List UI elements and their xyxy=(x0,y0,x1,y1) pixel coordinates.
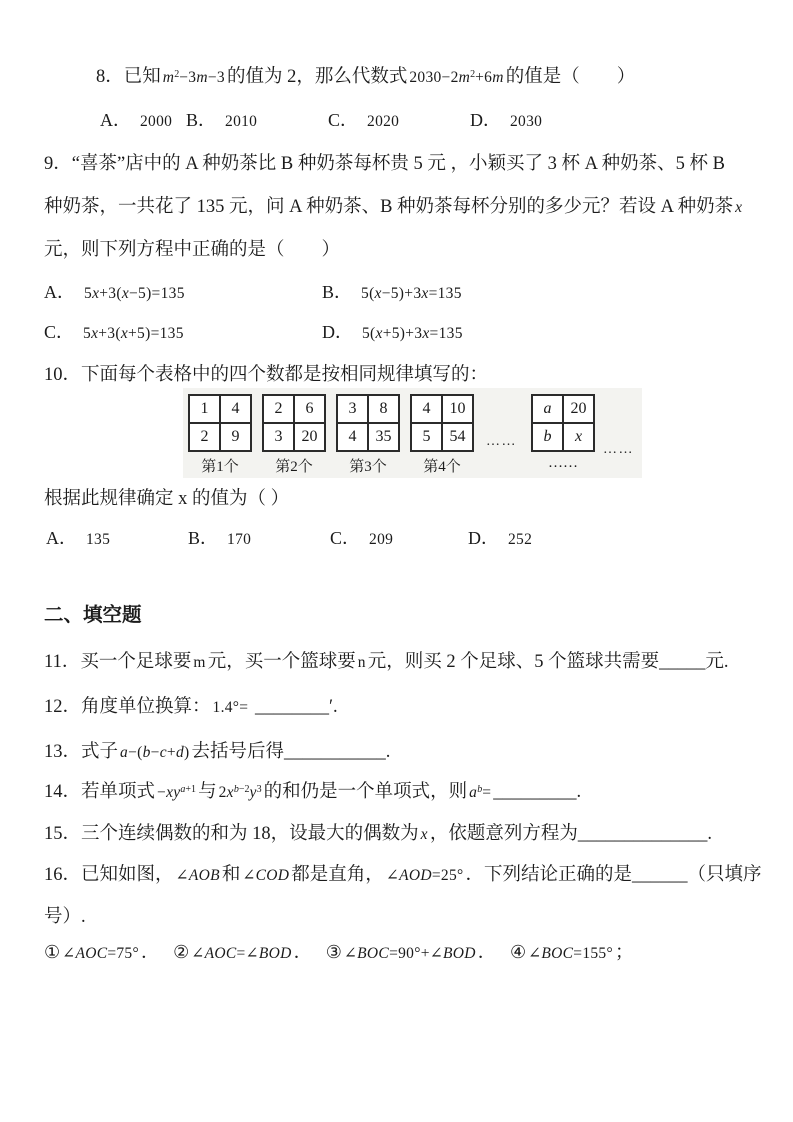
math-segment: x xyxy=(735,199,743,216)
option-letter: B． xyxy=(186,110,217,130)
text-segment: 11．买一个足球要 xyxy=(44,652,192,672)
pattern-cell: 3 xyxy=(263,423,294,451)
text-segment: ．下列结论正确的是______（只填序 xyxy=(465,865,762,885)
section-2-title: 二、填空题 xyxy=(44,604,142,626)
pattern-table-4 xyxy=(410,394,474,476)
pattern-cell: 2 xyxy=(263,395,294,423)
math-segment: m xyxy=(193,654,206,671)
conclusion-expression: ∠BOC=155° xyxy=(528,945,613,962)
q9-option-b xyxy=(322,279,464,307)
pattern-caption: 第3个 xyxy=(349,459,387,475)
q8-option-a xyxy=(100,107,174,135)
question-9-line3 xyxy=(44,237,340,263)
separator: ． xyxy=(477,943,497,963)
pattern-cell: b xyxy=(532,423,563,451)
option-letter: C． xyxy=(330,528,361,548)
option-letter: D． xyxy=(470,110,501,130)
option-value: 2010 xyxy=(225,113,258,130)
option-letter: C． xyxy=(328,110,359,130)
q8-option-b xyxy=(186,107,259,135)
pattern-cell: 4 xyxy=(411,395,442,423)
pattern-grid xyxy=(336,394,400,452)
circled-number: ③ xyxy=(325,942,342,962)
math-segment: a−(b−c+d) xyxy=(120,744,190,761)
pattern-cell: 20 xyxy=(563,395,594,423)
pattern-cell: 6 xyxy=(294,395,325,423)
math-segment: 1.4°= xyxy=(212,699,249,716)
pattern-cell: 8 xyxy=(368,395,399,423)
question-12-text xyxy=(44,694,338,721)
pattern-cell: 9 xyxy=(220,423,251,451)
conclusion-2 xyxy=(173,943,312,963)
separator: ； xyxy=(614,943,634,963)
pattern-cell: 5 xyxy=(411,423,442,451)
q10-option-d xyxy=(468,525,534,553)
option-letter: B． xyxy=(188,528,219,548)
pattern-cell: 54 xyxy=(442,423,473,451)
option-value: 135 xyxy=(86,531,111,548)
text-segment: 9．“喜茶”店中的 A 种奶茶比 B 种奶茶每杯贵 5 元 ，小颖买了 3 杯 A 种奶茶、5 杯 B xyxy=(44,154,725,174)
question-16-line1 xyxy=(44,862,762,889)
conclusion-expression: ∠BOC=90°+∠BOD xyxy=(343,945,476,962)
option-equation: 5(x+5)+3x=135 xyxy=(362,325,463,342)
pattern-cell: 4 xyxy=(337,423,368,451)
pattern-caption: …… xyxy=(548,455,578,471)
pattern-cell: x xyxy=(563,423,594,451)
pattern-grid xyxy=(531,394,595,452)
pattern-caption: 第4个 xyxy=(423,459,461,475)
conclusion-4 xyxy=(510,943,634,963)
circled-number: ① xyxy=(44,942,61,962)
text-segment: ，依题意列方程为______________. xyxy=(429,824,712,844)
question-9-line2 xyxy=(44,194,744,221)
pattern-caption: 第2个 xyxy=(275,459,313,475)
question-16-line2 xyxy=(44,904,86,930)
text-segment: 13．式子 xyxy=(44,742,119,762)
option-letter: B． xyxy=(322,282,353,302)
option-equation: 5x+3(x+5)=135 xyxy=(83,325,184,342)
text-segment: ________′. xyxy=(250,697,338,717)
text-segment: 15．三个连续偶数的和为 18，设最大的偶数为 xyxy=(44,824,419,844)
math-segment: n xyxy=(357,654,366,671)
pattern-cell: 20 xyxy=(294,423,325,451)
text-segment: 10．下面每个表格中的四个数都是按相同规律填写的： xyxy=(44,365,489,385)
text-segment: 的值是（ ） xyxy=(505,67,636,87)
option-value: 2000 xyxy=(140,113,173,130)
question-9-line1 xyxy=(44,151,725,177)
text-segment: 种奶茶，一共花了 135 元，问 A 种奶茶、B 种奶茶每杯分别的多少元？若设 A 种奶茶 xyxy=(44,197,734,217)
q9-option-c xyxy=(44,319,186,347)
pattern-cell: 35 xyxy=(368,423,399,451)
question-15-text xyxy=(44,821,712,848)
text-segment: 的值为 2，那么代数式 xyxy=(226,67,408,87)
math-segment: $m^2-3m-3$ xyxy=(162,69,225,86)
conclusion-expression: ∠AOC=∠BOD xyxy=(191,945,292,962)
option-value: 209 xyxy=(369,531,394,548)
question-13-text xyxy=(44,739,390,766)
pattern-table-n xyxy=(531,394,595,472)
text-segment: _________. xyxy=(493,782,582,802)
question-11-text xyxy=(44,649,729,676)
separator: ． xyxy=(293,943,313,963)
text-segment: 16．已知如图， xyxy=(44,865,174,885)
pattern-cell: 10 xyxy=(442,395,473,423)
math-segment: ∠AOB xyxy=(175,867,220,884)
q10-option-b xyxy=(188,525,253,553)
conclusion-1 xyxy=(44,943,160,963)
option-value: 252 xyxy=(508,531,533,548)
math-segment: $2030-2m^2+6m$ xyxy=(409,69,504,86)
text-segment: 元，则买 2 个足球、5 个篮球共需要_____元. xyxy=(367,652,729,672)
text-segment: 元，买一个篮球要 xyxy=(207,652,356,672)
option-letter: A． xyxy=(44,282,75,302)
text-segment: 都是直角， xyxy=(291,865,384,885)
q8-option-c xyxy=(328,107,401,135)
option-equation: 5(x−5)+3x=135 xyxy=(361,285,462,302)
circled-number: ④ xyxy=(509,942,527,962)
pattern-caption: 第1个 xyxy=(201,459,239,475)
q9-option-d xyxy=(322,319,465,347)
pattern-grid xyxy=(410,394,474,452)
text-segment: 的和仍是一个单项式，则 xyxy=(263,782,468,802)
option-letter: D． xyxy=(322,322,353,342)
ellipsis: …… xyxy=(603,442,634,457)
math-segment: $a^b=$ xyxy=(469,784,492,801)
pattern-cell: 2 xyxy=(189,423,220,451)
pattern-table-1 xyxy=(188,394,252,476)
text-segment: 与 xyxy=(198,782,217,802)
option-letter: D． xyxy=(468,528,499,548)
pattern-cell: 4 xyxy=(220,395,251,423)
text-segment: 元，则下列方程中正确的是（ ） xyxy=(44,240,341,260)
conclusion-3 xyxy=(326,943,497,963)
option-value: 2020 xyxy=(367,113,400,130)
pattern-cell: 1 xyxy=(189,395,220,423)
pattern-table-3 xyxy=(336,394,400,476)
math-segment: x xyxy=(420,826,428,843)
text-segment: 8．已知 xyxy=(96,67,161,87)
question-14-text xyxy=(44,779,581,806)
conclusion-expression: ∠AOC=75° xyxy=(62,945,139,962)
option-letter: A． xyxy=(46,528,77,548)
text-segment: 去括号后得___________. xyxy=(191,742,391,762)
ellipsis: …… xyxy=(486,434,517,449)
pattern-cell: a xyxy=(532,395,563,423)
q9-option-a xyxy=(44,279,187,307)
q10-option-c xyxy=(330,525,395,553)
option-letter: C． xyxy=(44,322,75,342)
option-value: 170 xyxy=(227,531,252,548)
option-equation: 5x+3(x−5)=135 xyxy=(84,285,185,302)
q8-option-d xyxy=(470,107,544,135)
math-segment: ∠COD xyxy=(242,867,290,884)
math-segment: $2x^{b-2}y^3$ xyxy=(218,784,262,801)
pattern-cell: 3 xyxy=(337,395,368,423)
math-segment: ∠AOD=25° xyxy=(385,867,464,884)
question-8-text xyxy=(96,64,635,91)
q10-pattern-figure xyxy=(183,388,642,478)
text-segment: 14．若单项式 xyxy=(44,782,156,802)
circled-number: ② xyxy=(173,942,190,962)
math-segment: $-xy^{a+1}$ xyxy=(157,784,197,801)
pattern-table-2 xyxy=(262,394,326,476)
text-segment: 根据此规律确定 x 的值为（ ） xyxy=(44,489,290,509)
text-segment: 和 xyxy=(221,865,241,885)
question-10-text xyxy=(44,362,488,388)
option-value: 2030 xyxy=(510,113,543,130)
text-segment: 12．角度单位换算： xyxy=(44,697,211,717)
option-letter: A． xyxy=(100,110,131,130)
q10-option-a xyxy=(46,525,112,553)
separator: ． xyxy=(140,943,160,963)
pattern-grid xyxy=(188,394,252,452)
q10-prompt xyxy=(44,486,289,512)
q16-conclusions xyxy=(44,939,643,967)
pattern-grid xyxy=(262,394,326,452)
text-segment: 号）. xyxy=(44,907,86,927)
